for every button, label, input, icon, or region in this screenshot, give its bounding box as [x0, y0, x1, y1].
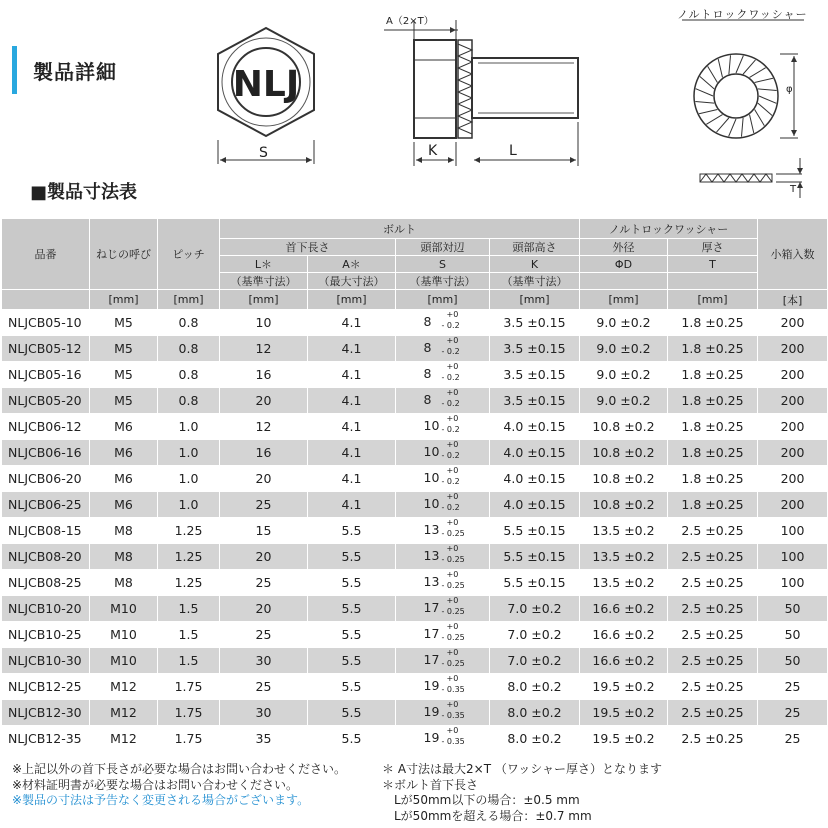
unit-pitch: [mm] — [158, 290, 220, 310]
cell-thread: M8 — [90, 570, 158, 596]
cell-l: 25 — [220, 622, 308, 648]
cell-pitch: 1.75 — [158, 726, 220, 752]
cell-qty: 200 — [758, 440, 828, 466]
cell-t: 2.5 ±0.25 — [668, 622, 758, 648]
cell-part-no: NLJCB08-20 — [2, 544, 90, 570]
cell-t: 1.8 ±0.25 — [668, 466, 758, 492]
cell-part-no: NLJCB10-20 — [2, 596, 90, 622]
cell-qty: 200 — [758, 466, 828, 492]
unit-l: [mm] — [220, 290, 308, 310]
header-part-no: 品番 — [2, 219, 90, 290]
cell-thread: M5 — [90, 388, 158, 414]
table-row — [2, 414, 828, 440]
cell-a: 4.1 — [308, 414, 396, 440]
unit-qty: [本] — [758, 290, 828, 310]
accent-bar — [12, 46, 17, 94]
header-box-qty: 小箱入数 — [758, 219, 828, 290]
dimension-table — [1, 218, 828, 752]
cell-d: 9.0 ±0.2 — [580, 310, 668, 336]
label-a: A（2×T） — [386, 16, 434, 27]
cell-part-no: NLJCB05-16 — [2, 362, 90, 388]
cell-d: 19.5 ±0.2 — [580, 674, 668, 700]
cell-s: 8 +0 - 0.2 — [396, 310, 490, 336]
cell-qty: 200 — [758, 336, 828, 362]
header-l-note: （基準寸法） — [220, 273, 308, 290]
table-row — [2, 518, 828, 544]
cell-s: 17 +0 - 0.25 — [396, 622, 490, 648]
cell-s: 13 +0 - 0.25 — [396, 518, 490, 544]
header-a-note: （最大寸法） — [308, 273, 396, 290]
head-text: NLJ — [232, 64, 300, 105]
cell-pitch: 1.0 — [158, 414, 220, 440]
cell-s: 10 +0 - 0.2 — [396, 440, 490, 466]
cell-pitch: 1.5 — [158, 648, 220, 674]
cell-pitch: 1.75 — [158, 700, 220, 726]
cell-qty: 50 — [758, 622, 828, 648]
cell-d: 9.0 ±0.2 — [580, 388, 668, 414]
note-left-2: ※材料証明書が必要な場合はお問い合わせください。 — [12, 777, 299, 792]
cell-a: 5.5 — [308, 726, 396, 752]
cell-s: 19 +0 - 0.35 — [396, 674, 490, 700]
cell-part-no: NLJCB08-15 — [2, 518, 90, 544]
cell-k: 3.5 ±0.15 — [490, 310, 580, 336]
cell-pitch: 0.8 — [158, 388, 220, 414]
cell-pitch: 1.5 — [158, 622, 220, 648]
cell-thread: M5 — [90, 362, 158, 388]
cell-d: 10.8 ±0.2 — [580, 414, 668, 440]
cell-k: 7.0 ±0.2 — [490, 648, 580, 674]
note-right-1: ＊ A寸法は最大2×T （ワッシャー厚さ）となります — [382, 762, 663, 776]
unit-k: [mm] — [490, 290, 580, 310]
cell-a: 5.5 — [308, 570, 396, 596]
cell-t: 1.8 ±0.25 — [668, 336, 758, 362]
table-row — [2, 310, 828, 336]
table-row — [2, 492, 828, 518]
cell-s: 19 +0 - 0.35 — [396, 700, 490, 726]
table-row — [2, 544, 828, 570]
cell-k: 5.5 ±0.15 — [490, 570, 580, 596]
cell-l: 30 — [220, 648, 308, 674]
table-row — [2, 622, 828, 648]
cell-thread: M8 — [90, 518, 158, 544]
cell-a: 4.1 — [308, 310, 396, 336]
header-head-height: 頭部高さ — [490, 239, 580, 256]
cell-pitch: 0.8 — [158, 336, 220, 362]
cell-d: 16.6 ±0.2 — [580, 622, 668, 648]
cell-pitch: 0.8 — [158, 310, 220, 336]
unit-s: [mm] — [396, 290, 490, 310]
cell-d: 16.6 ±0.2 — [580, 648, 668, 674]
cell-thread: M8 — [90, 544, 158, 570]
header-d-sym: ΦD — [580, 256, 668, 273]
cell-qty: 25 — [758, 726, 828, 752]
cell-s: 17 +0 - 0.25 — [396, 648, 490, 674]
cell-a: 5.5 — [308, 518, 396, 544]
cell-pitch: 1.0 — [158, 440, 220, 466]
cell-qty: 100 — [758, 570, 828, 596]
cell-k: 5.5 ±0.15 — [490, 544, 580, 570]
cell-a: 4.1 — [308, 492, 396, 518]
cell-l: 25 — [220, 570, 308, 596]
cell-l: 20 — [220, 596, 308, 622]
cell-l: 30 — [220, 700, 308, 726]
cell-d: 10.8 ±0.2 — [580, 466, 668, 492]
header-t-sym: T — [668, 256, 758, 273]
cell-s: 10 +0 - 0.2 — [396, 414, 490, 440]
cell-k: 5.5 ±0.15 — [490, 518, 580, 544]
cell-thread: M12 — [90, 700, 158, 726]
label-s: S — [259, 145, 268, 161]
cell-pitch: 0.8 — [158, 362, 220, 388]
washer-title: ノルトロックワッシャー — [677, 8, 808, 21]
header-outer-dia: 外径 — [580, 239, 668, 256]
unit-thread: [mm] — [90, 290, 158, 310]
cell-a: 4.1 — [308, 440, 396, 466]
cell-thread: M5 — [90, 310, 158, 336]
notes-right — [382, 762, 662, 824]
cell-l: 16 — [220, 440, 308, 466]
cell-k: 8.0 ±0.2 — [490, 674, 580, 700]
cell-t: 1.8 ±0.25 — [668, 492, 758, 518]
header-s-note: （基準寸法） — [396, 273, 490, 290]
cell-t: 1.8 ±0.25 — [668, 362, 758, 388]
cell-k: 4.0 ±0.15 — [490, 492, 580, 518]
header-washer: ノルトロックワッシャー — [580, 219, 758, 239]
cell-a: 5.5 — [308, 700, 396, 726]
cell-l: 35 — [220, 726, 308, 752]
table-title: ■製品寸法表 — [30, 182, 138, 203]
cell-part-no: NLJCB05-10 — [2, 310, 90, 336]
cell-pitch: 1.25 — [158, 518, 220, 544]
cell-part-no: NLJCB06-20 — [2, 466, 90, 492]
cell-thread: M6 — [90, 440, 158, 466]
cell-d: 19.5 ±0.2 — [580, 726, 668, 752]
header-thread: ねじの呼び — [90, 219, 158, 290]
cell-t: 2.5 ±0.25 — [668, 518, 758, 544]
table-row — [2, 596, 828, 622]
cell-qty: 100 — [758, 544, 828, 570]
cell-a: 5.5 — [308, 622, 396, 648]
cell-s: 13 +0 - 0.25 — [396, 570, 490, 596]
table-body — [2, 310, 828, 752]
cell-d: 19.5 ±0.2 — [580, 700, 668, 726]
cell-thread: M6 — [90, 466, 158, 492]
cell-k: 4.0 ±0.15 — [490, 440, 580, 466]
cell-s: 8 +0 - 0.2 — [396, 336, 490, 362]
cell-t: 1.8 ±0.25 — [668, 388, 758, 414]
cell-s: 19 +0 - 0.35 — [396, 726, 490, 752]
cell-a: 5.5 — [308, 596, 396, 622]
cell-part-no: NLJCB12-35 — [2, 726, 90, 752]
cell-k: 8.0 ±0.2 — [490, 700, 580, 726]
cell-a: 4.1 — [308, 336, 396, 362]
cell-pitch: 1.0 — [158, 466, 220, 492]
table-row — [2, 440, 828, 466]
cell-part-no: NLJCB05-12 — [2, 336, 90, 362]
cell-s: 8 +0 - 0.2 — [396, 362, 490, 388]
note-right-2: ＊ボルト首下長さ — [382, 777, 479, 792]
header-k-note: （基準寸法） — [490, 273, 580, 290]
cell-t: 1.8 ±0.25 — [668, 440, 758, 466]
cell-t: 2.5 ±0.25 — [668, 570, 758, 596]
cell-s: 17 +0 - 0.25 — [396, 596, 490, 622]
header-s-sym: S — [396, 256, 490, 273]
cell-l: 16 — [220, 362, 308, 388]
cell-l: 20 — [220, 388, 308, 414]
note-left-1: ※上記以外の首下長さが必要な場合はお問い合わせください。 — [12, 762, 347, 776]
table-row — [2, 700, 828, 726]
cell-l: 15 — [220, 518, 308, 544]
cell-l: 25 — [220, 674, 308, 700]
cell-l: 20 — [220, 544, 308, 570]
cell-qty: 200 — [758, 388, 828, 414]
cell-s: 10 +0 - 0.2 — [396, 466, 490, 492]
cell-t: 2.5 ±0.25 — [668, 674, 758, 700]
cell-t: 2.5 ±0.25 — [668, 648, 758, 674]
cell-t: 1.8 ±0.25 — [668, 310, 758, 336]
cell-k: 3.5 ±0.15 — [490, 336, 580, 362]
cell-part-no: NLJCB05-20 — [2, 388, 90, 414]
cell-part-no: NLJCB06-16 — [2, 440, 90, 466]
table-row — [2, 336, 828, 362]
notes-left — [12, 762, 346, 809]
cell-pitch: 1.5 — [158, 596, 220, 622]
cell-t: 2.5 ±0.25 — [668, 596, 758, 622]
header-a-sym: A＊ — [308, 256, 396, 273]
cell-d: 16.6 ±0.2 — [580, 596, 668, 622]
cell-k: 3.5 ±0.15 — [490, 388, 580, 414]
cell-a: 5.5 — [308, 648, 396, 674]
table-row — [2, 648, 828, 674]
bolt-side-drawing — [378, 8, 588, 168]
label-phi: φ — [786, 84, 793, 95]
cell-thread: M10 — [90, 596, 158, 622]
cell-t: 2.5 ±0.25 — [668, 726, 758, 752]
cell-k: 4.0 ±0.15 — [490, 414, 580, 440]
cell-t: 2.5 ±0.25 — [668, 700, 758, 726]
cell-t: 1.8 ±0.25 — [668, 414, 758, 440]
cell-part-no: NLJCB12-30 — [2, 700, 90, 726]
cell-pitch: 1.75 — [158, 674, 220, 700]
cell-a: 5.5 — [308, 544, 396, 570]
cell-thread: M12 — [90, 674, 158, 700]
cell-qty: 25 — [758, 700, 828, 726]
table-row — [2, 570, 828, 596]
table-row — [2, 388, 828, 414]
label-t: T — [790, 184, 797, 195]
label-k: K — [428, 143, 438, 159]
cell-l: 25 — [220, 492, 308, 518]
cell-d: 13.5 ±0.2 — [580, 544, 668, 570]
cell-l: 10 — [220, 310, 308, 336]
header-hex-width: 頭部対辺 — [396, 239, 490, 256]
cell-thread: M6 — [90, 492, 158, 518]
cell-l: 12 — [220, 414, 308, 440]
cell-thread: M6 — [90, 414, 158, 440]
cell-l: 20 — [220, 466, 308, 492]
section-title: 製品詳細 — [33, 60, 117, 84]
cell-k: 7.0 ±0.2 — [490, 622, 580, 648]
cell-thread: M5 — [90, 336, 158, 362]
cell-thread: M10 — [90, 648, 158, 674]
cell-d: 10.8 ±0.2 — [580, 492, 668, 518]
cell-qty: 200 — [758, 414, 828, 440]
note-left-3: ※製品の寸法は予告なく変更される場合がございます。 — [12, 793, 310, 807]
note-right-3: Lが50mm以下の場合：±0.5 mm — [382, 793, 580, 807]
header-k-sym: K — [490, 256, 580, 273]
cell-s: 13 +0 - 0.25 — [396, 544, 490, 570]
hex-head-drawing — [210, 20, 330, 170]
cell-d: 9.0 ±0.2 — [580, 362, 668, 388]
table-row — [2, 726, 828, 752]
cell-d: 10.8 ±0.2 — [580, 440, 668, 466]
cell-d: 13.5 ±0.2 — [580, 570, 668, 596]
label-l: L — [509, 143, 517, 159]
cell-d: 13.5 ±0.2 — [580, 518, 668, 544]
cell-qty: 100 — [758, 518, 828, 544]
cell-s: 10 +0 - 0.2 — [396, 492, 490, 518]
cell-pitch: 1.0 — [158, 492, 220, 518]
cell-qty: 200 — [758, 310, 828, 336]
unit-t: [mm] — [668, 290, 758, 310]
cell-qty: 25 — [758, 674, 828, 700]
cell-a: 4.1 — [308, 388, 396, 414]
cell-part-no: NLJCB12-25 — [2, 674, 90, 700]
header-pitch: ピッチ — [158, 219, 220, 290]
cell-part-no: NLJCB10-30 — [2, 648, 90, 674]
cell-thread: M12 — [90, 726, 158, 752]
cell-pitch: 1.25 — [158, 544, 220, 570]
cell-qty: 200 — [758, 492, 828, 518]
cell-qty: 50 — [758, 596, 828, 622]
cell-k: 4.0 ±0.15 — [490, 466, 580, 492]
header-l-sym: L＊ — [220, 256, 308, 273]
cell-l: 12 — [220, 336, 308, 362]
note-right-4: Lが50mmを超える場合：±0.7 mm — [382, 808, 592, 823]
table-row — [2, 362, 828, 388]
cell-k: 8.0 ±0.2 — [490, 726, 580, 752]
cell-qty: 50 — [758, 648, 828, 674]
cell-part-no: NLJCB06-25 — [2, 492, 90, 518]
cell-part-no: NLJCB08-25 — [2, 570, 90, 596]
unit-d: [mm] — [580, 290, 668, 310]
cell-a: 4.1 — [308, 466, 396, 492]
cell-part-no: NLJCB06-12 — [2, 414, 90, 440]
cell-qty: 200 — [758, 362, 828, 388]
cell-pitch: 1.25 — [158, 570, 220, 596]
header-under-head: 首下長さ — [220, 239, 396, 256]
cell-d: 9.0 ±0.2 — [580, 336, 668, 362]
washer-drawing — [676, 18, 816, 208]
cell-k: 7.0 ±0.2 — [490, 596, 580, 622]
cell-a: 4.1 — [308, 362, 396, 388]
cell-t: 2.5 ±0.25 — [668, 544, 758, 570]
cell-a: 5.5 — [308, 674, 396, 700]
cell-k: 3.5 ±0.15 — [490, 362, 580, 388]
cell-part-no: NLJCB10-25 — [2, 622, 90, 648]
cell-s: 8 +0 - 0.2 — [396, 388, 490, 414]
unit-a: [mm] — [308, 290, 396, 310]
header-bolt: ボルト — [220, 219, 580, 239]
table-row — [2, 674, 828, 700]
table-row — [2, 466, 828, 492]
cell-thread: M10 — [90, 622, 158, 648]
header-thickness: 厚さ — [668, 239, 758, 256]
